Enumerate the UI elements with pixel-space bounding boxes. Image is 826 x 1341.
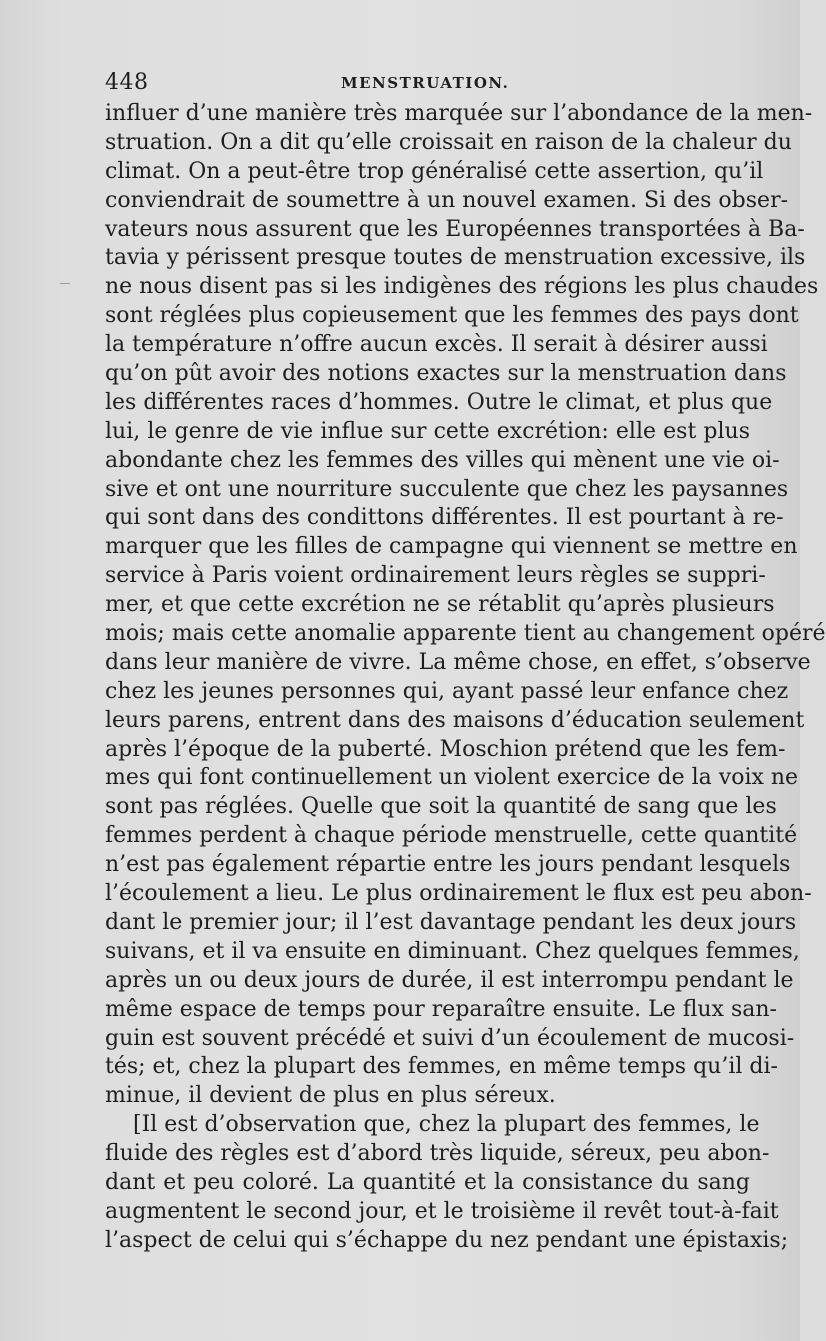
text-line: tavia y périssent presque toutes de menstruation excessive, ils: [105, 245, 806, 271]
margin-mark: [60, 283, 70, 284]
text-line: n’est pas également répartie entre les jours pendant lesquels: [105, 852, 791, 878]
text-line: chez les jeunes personnes qui, ayant passé leur enfance chez: [105, 678, 789, 704]
text-line: après un ou deux jours de durée, il est interrompu pendant le: [105, 967, 794, 993]
text-line: dant le premier jour; il l’est davantage pendant les deux jours: [105, 909, 797, 935]
text-line: sont pas réglées. Quelle que soit la quantité de sang que les: [105, 794, 777, 820]
text-line: la température n’offre aucun excès. Il serait à désirer aussi: [105, 332, 768, 358]
text-line: même espace de temps pour reparaître ensuite. Le flux san-: [105, 996, 777, 1022]
text-line: vateurs nous assurent que les Européennes transportées à Ba-: [105, 216, 805, 242]
text-line: minue, il devient de plus en plus séreux.: [105, 1083, 556, 1109]
text-line: les différentes races d’hommes. Outre le climat, et plus que: [105, 389, 773, 415]
text-line: l’aspect de celui qui s’échappe du nez pendant une épistaxis;: [105, 1227, 789, 1253]
text-line: lui, le genre de vie influe sur cette excrétion: elle est plus: [105, 418, 750, 444]
text-line: guin est souvent précédé et suivi d’un écoulement de mucosi-: [105, 1025, 795, 1051]
text-line: influer d’une manière très marquée sur l’abondance de la men-: [105, 101, 813, 126]
page-header: [105, 70, 750, 100]
text-line: suivans, et il va ensuite en diminuant. Chez quelques femmes,: [105, 938, 800, 964]
text-line: leurs parens, entrent dans des maisons d’éducation seulement: [105, 707, 805, 733]
text-line: fluide des règles est d’abord très liquide, séreux, peu abon-: [105, 1141, 770, 1167]
body-text: [105, 100, 826, 1256]
text-line: qu’on pût avoir des notions exactes sur la menstruation dans: [105, 361, 787, 387]
text-line: mer, et que cette excrétion ne se rétablit qu’après plusieurs: [105, 592, 775, 618]
text-line: ne nous disent pas si les indigènes des régions les plus chaudes: [105, 274, 819, 300]
text-line: femmes perdent à chaque période menstruelle, cette quantité: [105, 823, 798, 849]
text-line: sont réglées plus copieusement que les femmes des pays dont: [105, 303, 799, 329]
running-head: MENSTRUATION.: [341, 74, 510, 92]
text-line: mois; mais cette anomalie apparente tient au changement opéré: [105, 621, 826, 647]
text-line: qui sont dans des condittons différentes. Il est pourtant à re-: [105, 505, 784, 531]
text-line: service à Paris voient ordinairement leurs règles se suppri-: [105, 563, 766, 589]
text-line: tés; et, chez la plupart des femmes, en même temps qu’il di-: [105, 1054, 778, 1080]
text-line: dant et peu coloré. La quantité et la consistance du sang: [105, 1169, 750, 1195]
text-line: sive et ont une nourriture succulente que chez les paysannes: [105, 476, 789, 502]
page-number: 448: [105, 70, 149, 95]
text-line: struation. On a dit qu’elle croissait en raison de la chaleur du: [105, 129, 792, 155]
text-line: climat. On a peut-être trop généralisé cette assertion, qu’il: [105, 158, 764, 184]
text-line: [Il est d’observation que, chez la plupart des femmes, le: [133, 1112, 760, 1138]
text-line: dans leur manière de vivre. La même chose, en effet, s’observe: [105, 649, 811, 675]
text-line: mes qui font continuellement un violent exercice de la voix ne: [105, 765, 799, 791]
text-line: augmentent le second jour, et le troisième il revêt tout-à-fait: [105, 1198, 779, 1224]
text-line: après l’époque de la puberté. Moschion prétend que les fem-: [105, 736, 786, 762]
text-line: marquer que les filles de campagne qui viennent se mettre en: [105, 534, 798, 560]
text-line: l’écoulement a lieu. Le plus ordinairement le flux est peu abon-: [105, 881, 812, 907]
text-line: abondante chez les femmes des villes qui mènent une vie oi-: [105, 447, 780, 473]
text-line: conviendrait de soumettre à un nouvel examen. Si des obser-: [105, 187, 789, 213]
